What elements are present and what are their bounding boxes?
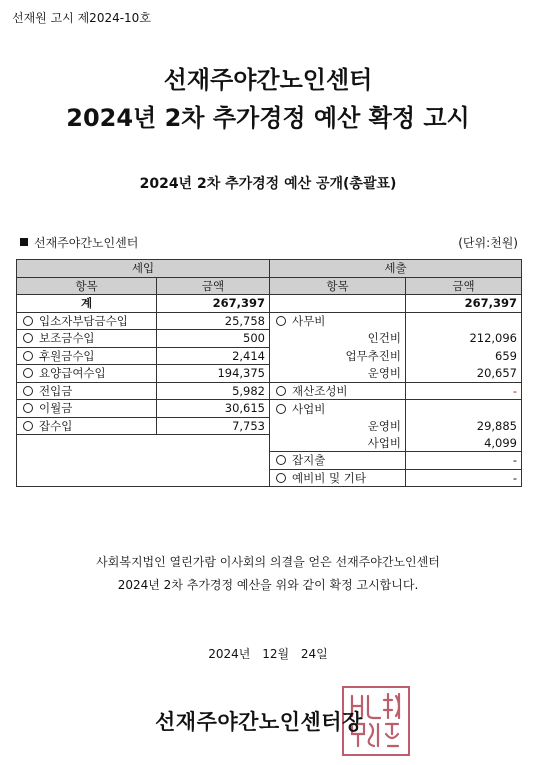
expense-item-header: 항목	[270, 277, 406, 295]
circle-bullet-icon	[23, 386, 33, 396]
revenue-amount: 194,375	[157, 365, 270, 383]
circle-bullet-icon	[23, 351, 33, 361]
revenue-amount: 30,615	[157, 400, 270, 418]
total-row	[17, 295, 522, 313]
table-row	[17, 330, 522, 348]
expense-amount: 20,657	[406, 365, 522, 383]
revenue-item: 입소자부담금수입	[17, 312, 157, 330]
revenue-item: 요양급여수입	[17, 365, 157, 383]
expense-subitem: 업무추진비	[270, 347, 406, 365]
table-group-header-row	[17, 260, 522, 278]
table-row	[17, 469, 522, 487]
revenue-empty-cell	[17, 469, 270, 487]
table-row	[17, 365, 522, 383]
expense-total-label	[270, 295, 406, 313]
revenue-item: 보조금수입	[17, 330, 157, 348]
revenue-amount: 2,414	[157, 347, 270, 365]
circle-bullet-icon	[276, 404, 286, 414]
table-row	[17, 417, 522, 435]
expense-total-amount: 267,397	[406, 295, 522, 313]
revenue-amount: 25,758	[157, 312, 270, 330]
notice-number: 선재원 고시 제2024-10호	[12, 11, 151, 25]
revenue-item: 잡수입	[17, 417, 157, 435]
expense-amount-header: 금액	[406, 277, 522, 295]
circle-bullet-icon	[23, 368, 33, 378]
expense-amount: 29,885	[406, 417, 522, 435]
budget-summary-table	[16, 259, 522, 487]
circle-bullet-icon	[276, 473, 286, 483]
expense-item: 잡지출	[270, 452, 406, 470]
expense-amount: -	[406, 452, 522, 470]
document-title-line1: 선재주야간노인센터	[163, 66, 373, 94]
statement-line2: 2024년 2차 추가경정 예산을 위와 같이 확정 고시합니다.	[117, 578, 419, 592]
revenue-item: 전입금	[17, 382, 157, 400]
circle-bullet-icon	[23, 316, 33, 326]
circle-bullet-icon	[23, 421, 33, 431]
revenue-empty-cell	[17, 435, 270, 452]
expense-item: 사무비	[270, 312, 406, 330]
table-row	[17, 435, 522, 452]
expense-amount: 659	[406, 347, 522, 365]
expense-item: 사업비	[270, 400, 406, 418]
revenue-header: 세입	[17, 260, 270, 278]
revenue-amount-header: 금액	[157, 277, 270, 295]
revenue-item-header: 항목	[17, 277, 157, 295]
document-subtitle: 2024년 2차 추가경정 예산 공개(총괄표)	[139, 176, 397, 192]
expense-amount	[406, 400, 522, 418]
expense-subitem: 운영비	[270, 365, 406, 383]
expense-amount: 212,096	[406, 330, 522, 348]
document-title-line2: 2024년 2차 추가경정 예산 확정 고시	[66, 104, 470, 132]
circle-bullet-icon	[276, 386, 286, 396]
revenue-amount: 7,753	[157, 417, 270, 435]
circle-bullet-icon	[276, 316, 286, 326]
expense-subitem: 인건비	[270, 330, 406, 348]
notice-date: 2024년 12월 24일	[208, 647, 328, 661]
revenue-item: 후원금수입	[17, 347, 157, 365]
revenue-item: 이월금	[17, 400, 157, 418]
expense-header: 세출	[270, 260, 522, 278]
circle-bullet-icon	[276, 455, 286, 465]
table-row	[17, 347, 522, 365]
expense-amount	[406, 312, 522, 330]
expense-item: 재산조성비	[270, 382, 406, 400]
table-row	[17, 312, 522, 330]
revenue-empty-cell	[17, 452, 270, 470]
revenue-total-amount: 267,397	[157, 295, 270, 313]
table-column-header-row	[17, 277, 522, 295]
square-bullet-icon	[20, 238, 28, 246]
expense-item: 예비비 및 기타	[270, 469, 406, 487]
expense-subitem: 사업비	[270, 435, 406, 452]
expense-amount: -	[406, 469, 522, 487]
revenue-total-label: 계	[17, 295, 157, 313]
statement-line1: 사회복지법인 열린가람 이사회의 의결을 얻은 선재주야간노인센터	[96, 555, 440, 569]
revenue-amount: 500	[157, 330, 270, 348]
table-row	[17, 452, 522, 470]
circle-bullet-icon	[23, 333, 33, 343]
table-row	[17, 382, 522, 400]
organization-label: 선재주야간노인센터	[20, 234, 138, 251]
table-row	[17, 400, 522, 418]
signer-name: 선재주야간노인센터장	[155, 710, 363, 734]
expense-amount: 4,099	[406, 435, 522, 452]
circle-bullet-icon	[23, 403, 33, 413]
expense-subitem: 운영비	[270, 417, 406, 435]
unit-label: (단위:천원)	[458, 236, 518, 250]
expense-amount: -	[406, 382, 522, 400]
revenue-amount: 5,982	[157, 382, 270, 400]
